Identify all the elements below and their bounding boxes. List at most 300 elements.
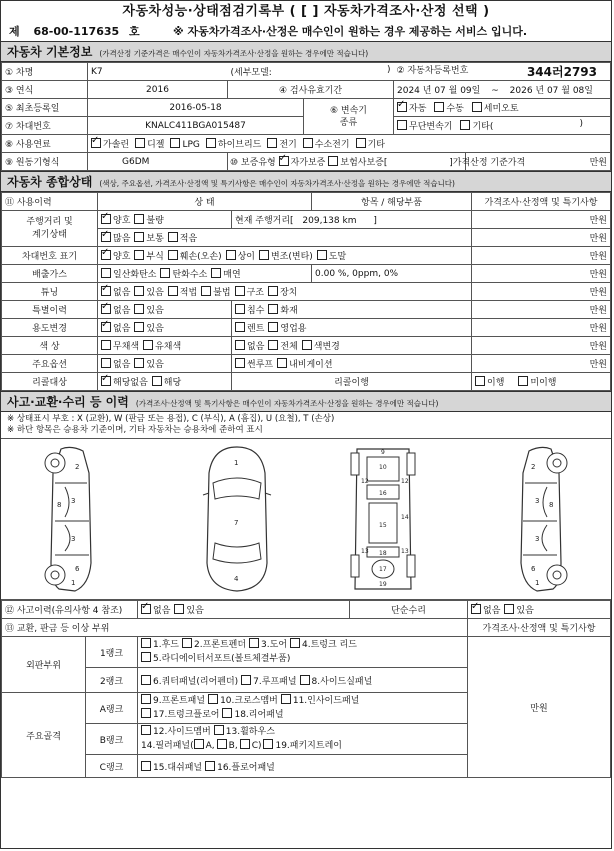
rankB-pillar-prefix: 14.필러패널( (141, 741, 194, 751)
checkbox-icon[interactable] (168, 286, 178, 296)
checkbox-icon[interactable] (101, 322, 111, 332)
valid-sep: ~ (491, 86, 499, 96)
checkbox-icon[interactable] (235, 304, 245, 314)
reg-no-label: ② 자동차등록번호 (396, 66, 469, 76)
tuning-options (98, 283, 472, 301)
option-없음[interactable] (141, 603, 170, 616)
checkbox-icon[interactable] (174, 604, 184, 614)
option-2-프론트펜더[interactable] (182, 638, 246, 652)
car-top-icon (197, 443, 277, 595)
vin-label: ⑦ 차대번호 (2, 117, 88, 135)
history-options (138, 601, 350, 619)
left-part-label-8: 8 (57, 501, 62, 509)
checkbox-icon[interactable] (472, 102, 482, 112)
warranty-close: ] (449, 158, 453, 168)
checkbox-icon[interactable] (235, 340, 245, 350)
checkbox-icon[interactable] (168, 250, 178, 260)
option-없음[interactable] (101, 285, 130, 298)
option-없음[interactable] (101, 303, 130, 316)
option-불법[interactable] (201, 285, 230, 298)
option-있음[interactable] (504, 603, 533, 616)
option-변조-변타[interactable] (259, 249, 313, 262)
checkbox-icon[interactable] (302, 340, 312, 350)
option-자가보증[interactable] (279, 155, 326, 168)
checkbox-icon[interactable] (317, 250, 327, 260)
option-label: 훼손(오손) (179, 252, 222, 262)
checkbox-icon[interactable] (267, 138, 277, 148)
history-label: ⑫ 사고이력(유의사항 4 참조) (2, 601, 138, 619)
option-label: 7.루프패널 (253, 676, 297, 687)
option-label: A, (205, 741, 215, 751)
option-해당[interactable] (152, 375, 181, 388)
option-label: 무채색 (113, 342, 140, 352)
right-part-label-3b: 3 (535, 535, 540, 543)
simple-repair-options (468, 601, 611, 619)
option-18-리어패널[interactable] (222, 708, 283, 722)
option-없음[interactable] (471, 603, 500, 616)
option-없음[interactable] (101, 321, 130, 334)
checkbox-icon[interactable] (141, 761, 151, 771)
checkbox-icon[interactable] (152, 376, 162, 386)
option-label: 가솔린 (103, 140, 130, 150)
option-B[interactable] (217, 739, 238, 753)
option-내비게이션[interactable] (277, 357, 332, 370)
header-note: ※ 자동차가격조사·산정은 매수인이 원하는 경우 제공하는 서비스 입니다. (173, 25, 528, 38)
checkbox-icon[interactable] (160, 268, 170, 278)
exhaust-options (98, 265, 312, 283)
left-part-label-2: 2 (75, 463, 80, 471)
under-part-label-10: 10 (379, 464, 387, 471)
option-label: 1.후드 (153, 640, 179, 650)
document-number-row (1, 23, 611, 41)
option-5-라디에이터서포트-볼트체결부품[interactable] (141, 652, 290, 666)
option-label: 변조(변타) (270, 252, 313, 262)
option-구조[interactable] (235, 285, 264, 298)
checkbox-icon[interactable] (101, 232, 111, 242)
checkbox-icon[interactable] (141, 638, 151, 648)
mileage-options-2 (98, 229, 472, 247)
option-11-인사이드패널[interactable] (281, 694, 359, 708)
option-일산화탄소[interactable] (101, 267, 156, 280)
vin: KNALC411BGA015487 (88, 117, 304, 135)
fuel-options (88, 135, 611, 153)
option-보통[interactable] (134, 231, 163, 244)
option-label: 11.인사이드패널 (292, 696, 360, 706)
tuning-price-unit: 만원 (472, 283, 611, 301)
use-change-options-a (98, 319, 232, 337)
col-state: 상 태 (98, 193, 312, 211)
option-label: 있음 (146, 288, 164, 298)
under-part-label-9: 9 (381, 449, 385, 456)
main-options-b (232, 355, 472, 373)
option-13-휠하우스[interactable] (214, 725, 275, 739)
checkbox-icon[interactable] (194, 739, 204, 749)
option-유채색[interactable] (143, 339, 181, 352)
option-적법[interactable] (168, 285, 197, 298)
option-있음[interactable] (174, 603, 203, 616)
option-label: 화재 (280, 306, 298, 316)
basic-info-heading: 자동차 기본정보 (7, 45, 93, 59)
checkbox-icon[interactable] (504, 604, 514, 614)
option-label: 기타 (367, 140, 385, 150)
option-label: 양호 (113, 216, 131, 226)
checkbox-icon[interactable] (268, 322, 278, 332)
option-label: 있음 (516, 606, 534, 616)
checkbox-icon[interactable] (328, 156, 338, 166)
option-상이[interactable] (226, 249, 255, 262)
checkbox-icon[interactable] (134, 304, 144, 314)
checkbox-icon[interactable] (240, 739, 250, 749)
option-디젤[interactable] (135, 137, 164, 150)
checkbox-icon[interactable] (226, 250, 236, 260)
checkbox-icon[interactable] (303, 138, 313, 148)
checkbox-icon[interactable] (134, 214, 144, 224)
checkbox-icon[interactable] (135, 138, 145, 148)
checkbox-icon[interactable] (460, 120, 470, 130)
option-무단변속기[interactable] (397, 119, 452, 132)
option-16-플로어패널[interactable] (205, 760, 275, 773)
option-3-도어[interactable] (249, 638, 287, 652)
checkbox-icon[interactable] (205, 761, 215, 771)
checkbox-icon[interactable] (201, 286, 211, 296)
checkbox-icon[interactable] (141, 708, 151, 718)
basic-info-table (1, 62, 611, 171)
checkbox-icon[interactable] (101, 286, 111, 296)
valid-label: ④ 검사유효기간 (228, 81, 394, 99)
checkbox-icon[interactable] (141, 694, 151, 704)
option-label: 양호 (113, 252, 131, 262)
under-part-label-15: 15 (379, 522, 387, 529)
option-보험사보증[interactable] (328, 155, 387, 168)
option-도말[interactable] (317, 249, 346, 262)
doc-number: 68-00-117635 (33, 25, 120, 38)
option-전체[interactable] (268, 339, 297, 352)
checkbox-icon[interactable] (235, 358, 245, 368)
right-part-label-6: 6 (531, 565, 536, 573)
rankC-label: C랭크 (86, 755, 138, 778)
option-label: 미이행 (530, 378, 557, 388)
checkbox-icon[interactable] (518, 376, 528, 386)
checkbox-icon[interactable] (281, 694, 291, 704)
checkbox-icon[interactable] (475, 376, 485, 386)
under-part-label-12b: 12 (401, 478, 409, 485)
left-part-label-6: 6 (75, 565, 80, 573)
option-label: 보통 (146, 234, 164, 244)
checkbox-icon[interactable] (249, 638, 259, 648)
checkbox-icon[interactable] (170, 138, 180, 148)
rank1-items-2 (141, 652, 464, 666)
doc-number-suffix: 호 (129, 25, 140, 38)
checkbox-icon[interactable] (211, 268, 221, 278)
option-전기[interactable] (267, 137, 296, 150)
special-price-unit: 만원 (472, 301, 611, 319)
option-label: 있음 (146, 360, 164, 370)
under-part-label-17: 17 (379, 566, 387, 573)
option-하이브리드[interactable] (206, 137, 261, 150)
checkbox-icon[interactable] (279, 156, 289, 166)
option-17-트렁크플로어[interactable] (141, 708, 219, 722)
checkbox-icon[interactable] (141, 652, 151, 662)
checkbox-icon[interactable] (141, 675, 151, 685)
option-label: 상이 (237, 252, 255, 262)
option-label: 18.리어패널 (234, 710, 284, 720)
option-label: 구조 (246, 288, 264, 298)
option-6-쿼터패널-리어펜더[interactable] (141, 674, 238, 687)
option-미이행[interactable] (518, 375, 556, 388)
checkbox-icon[interactable] (263, 739, 273, 749)
recall-item: 리콜이행 (232, 373, 472, 391)
price-basis-label: 가격산정 기준가격 (452, 158, 526, 168)
option-label: 있음 (146, 324, 164, 334)
option-탄화수소[interactable] (160, 267, 207, 280)
option-있음[interactable] (134, 321, 163, 334)
option-15-대쉬패널[interactable] (141, 760, 202, 773)
rank2-items (138, 668, 468, 693)
option-영업용[interactable] (268, 321, 306, 334)
option-label: 렌트 (247, 324, 265, 334)
under-part-label-14: 14 (401, 514, 409, 521)
option-label: 불법 (213, 288, 231, 298)
checkbox-icon[interactable] (101, 214, 111, 224)
option-label: 적법 (179, 288, 198, 298)
under-part-label-19: 19 (379, 581, 387, 588)
checkbox-icon[interactable] (91, 138, 101, 148)
checkbox-icon[interactable] (222, 708, 232, 718)
under-part-label-18: 18 (379, 550, 387, 557)
checkbox-icon[interactable] (134, 232, 144, 242)
checkbox-icon[interactable] (241, 675, 251, 685)
option-label: 무단변속기 (409, 122, 453, 132)
special-options-a (98, 301, 232, 319)
option-1-후드[interactable] (141, 638, 179, 652)
special-label: 특별이력 (2, 301, 98, 319)
use-change-price-unit: 만원 (472, 319, 611, 337)
state-heading: 자동차 종합상태 (7, 175, 93, 189)
color-price-unit: 만원 (472, 337, 611, 355)
checkbox-icon[interactable] (134, 286, 144, 296)
option-썬루프[interactable] (235, 357, 273, 370)
checkbox-icon[interactable] (101, 268, 111, 278)
option-자동[interactable] (397, 101, 426, 114)
option-수소전기[interactable] (303, 137, 350, 150)
checkbox-icon[interactable] (206, 138, 216, 148)
option-19-패키지트레이[interactable] (263, 739, 341, 753)
car-name-label: ① 차명 (2, 63, 88, 81)
checkbox-icon[interactable] (101, 250, 111, 260)
option-훼손-오손[interactable] (168, 249, 222, 262)
option-label: 없음 (113, 306, 131, 316)
option-label: 불량 (146, 216, 164, 226)
option-C[interactable] (240, 739, 262, 753)
exhaust-price-unit: 만원 (472, 265, 611, 283)
option-없음[interactable] (235, 339, 264, 352)
rank1-label: 1랭크 (86, 637, 138, 668)
right-part-label-8: 8 (549, 501, 554, 509)
recall-done-options (472, 373, 611, 391)
checkbox-icon[interactable] (235, 286, 245, 296)
checkbox-icon[interactable] (268, 286, 278, 296)
option-LPG[interactable] (170, 138, 199, 150)
option-label: 매연 (223, 270, 241, 280)
option-수동[interactable] (434, 101, 463, 114)
option-label: 4.트렁크 리드 (302, 640, 357, 650)
option-적음[interactable] (168, 231, 197, 244)
checkbox-icon[interactable] (235, 322, 245, 332)
checkbox-icon[interactable] (168, 232, 178, 242)
left-part-label-3: 3 (71, 497, 76, 505)
option-있음[interactable] (134, 303, 163, 316)
checkbox-icon[interactable] (141, 725, 151, 735)
option-해당없음[interactable] (101, 375, 148, 388)
use-change-options-b (232, 319, 472, 337)
option-부식[interactable] (134, 249, 163, 262)
car-underbody-icon (343, 443, 423, 595)
option-매연[interactable] (211, 267, 240, 280)
option-12-사이드멤버[interactable] (141, 725, 211, 739)
first-reg: 2016-05-18 (88, 99, 304, 117)
top-part-label-1: 1 (234, 459, 239, 467)
state-subnote: (색상, 주요옵션, 가격조사·산정액 및 특기사항은 매수인이 자동차가격조사·산정을 원하는 경우에만 적습니다) (99, 179, 455, 188)
checkbox-icon[interactable] (141, 604, 151, 614)
checkbox-icon[interactable] (434, 102, 444, 112)
option-label: 6.쿼터패널(리어펜더) (153, 676, 239, 687)
option-10-크로스멤버[interactable] (208, 694, 278, 708)
mileage-current-label: 현재 주행거리[ (235, 216, 294, 226)
document-title: 자동차성능·상태점검기록부 ( [ ] 자동차가격조사·산정 선택 ) (122, 4, 490, 19)
option-label: 9.프론트패널 (153, 696, 206, 706)
option-label: 하이브리드 (217, 140, 262, 150)
option-label: 색변경 (313, 342, 340, 352)
checkbox-icon[interactable] (134, 322, 144, 332)
option-세미오토[interactable] (472, 101, 519, 114)
rankA-items (141, 694, 464, 708)
checkbox-icon[interactable] (208, 694, 218, 704)
option-없음[interactable] (101, 357, 130, 370)
checkbox-icon[interactable] (290, 638, 300, 648)
rankB-items (141, 725, 464, 739)
option-label: 전기 (279, 140, 297, 150)
valid-from: 2024 년 07 월 09일 (397, 86, 481, 96)
accident-heading: 사고·교환·수리 등 이력 (7, 395, 129, 409)
checkbox-icon[interactable] (471, 604, 481, 614)
option-A[interactable] (194, 739, 215, 753)
checkbox-icon[interactable] (101, 304, 111, 314)
transmission-options (394, 99, 611, 117)
checkbox-icon[interactable] (268, 340, 278, 350)
left-part-label-3b: 3 (71, 535, 76, 543)
rankC-items (138, 755, 468, 778)
under-part-label-13: 13 (361, 548, 369, 555)
checkbox-icon[interactable] (182, 638, 192, 648)
checkbox-icon[interactable] (300, 675, 310, 685)
option-label: 없음 (113, 360, 131, 370)
option-label: 16.플로어패널 (217, 762, 275, 773)
option-label: 일산화탄소 (113, 270, 157, 280)
option-색변경[interactable] (302, 339, 340, 352)
option-label: 적음 (179, 234, 198, 244)
detail-model-label: (세부모델: (230, 68, 272, 78)
car-side-right-icon (501, 443, 581, 595)
rankB-pillar-items (194, 741, 264, 751)
option-7-루프패널[interactable] (241, 674, 296, 687)
option-label: 해당없음 (113, 378, 148, 388)
option-label: 19.패키지트레이 (275, 741, 342, 751)
option-화재[interactable] (268, 303, 297, 316)
checkbox-icon[interactable] (397, 102, 407, 112)
color-label: 색 상 (2, 337, 98, 355)
option-침수[interactable] (235, 303, 264, 316)
exchange-label: ⑬ 교환, 판금 등 이상 부위 (2, 619, 468, 637)
option-label: 자가보증 (290, 158, 326, 168)
option-있음[interactable] (134, 285, 163, 298)
option-label: 세미오토 (483, 104, 519, 114)
option-label: 없음 (483, 606, 501, 616)
option-label: 수동 (446, 104, 464, 114)
checkbox-icon[interactable] (277, 358, 287, 368)
col-usage: ⑪ 사용이력 (2, 193, 98, 211)
plate-options (98, 247, 472, 265)
option-label: B, (228, 741, 238, 751)
option-label: 17.트렁크플로어 (153, 710, 220, 720)
option-불량[interactable] (134, 213, 163, 226)
option-이행[interactable] (475, 375, 504, 388)
checkbox-icon[interactable] (397, 120, 407, 130)
option-4-트렁크-리드[interactable] (290, 638, 357, 652)
option-label: 13.휠하우스 (225, 727, 275, 737)
option-양호[interactable] (101, 213, 130, 226)
checkbox-icon[interactable] (101, 358, 111, 368)
checkbox-icon[interactable] (217, 739, 227, 749)
option-양호[interactable] (101, 249, 130, 262)
checkbox-icon[interactable] (101, 340, 111, 350)
option-label: 3.도어 (261, 640, 288, 650)
option-label: 전체 (280, 342, 298, 352)
option-9-프론트패널[interactable] (141, 694, 205, 708)
checkbox-icon[interactable] (143, 340, 153, 350)
option-label: 기타( (472, 122, 494, 132)
checkbox-icon[interactable] (101, 376, 111, 386)
option-8-사이드실패널[interactable] (300, 674, 373, 687)
option-기타[interactable] (460, 119, 493, 132)
accident-note-1: ※ 상태표시 부호 : X (교환), W (판금 또는 용접), C (부식), A (흠집), U (요철), T (손상) (7, 414, 335, 424)
option-label: 있음 (146, 306, 164, 316)
rankA-items-2 (141, 708, 464, 722)
option-있음[interactable] (134, 357, 163, 370)
option-label: 없음 (153, 606, 171, 616)
option-label: 보험사보증[ (340, 158, 388, 168)
checkbox-icon[interactable] (259, 250, 269, 260)
option-렌트[interactable] (235, 321, 264, 334)
option-기타[interactable] (356, 137, 385, 150)
checkbox-icon[interactable] (134, 250, 144, 260)
option-많음[interactable] (101, 231, 130, 244)
checkbox-icon[interactable] (268, 304, 278, 314)
checkbox-icon[interactable] (134, 358, 144, 368)
option-label: 내비게이션 (289, 360, 333, 370)
checkbox-icon[interactable] (356, 138, 366, 148)
mileage-price-unit: 만원 (472, 211, 611, 229)
option-가솔린[interactable] (91, 137, 129, 150)
detail-model-close: ) (386, 65, 391, 75)
accident-table (1, 600, 611, 778)
option-무채색[interactable] (101, 339, 139, 352)
rankA-label: A랭크 (86, 693, 138, 724)
valid-to: 2026 년 07 월 08일 (509, 86, 593, 96)
mileage-close: ] (373, 216, 377, 226)
checkbox-icon[interactable] (214, 725, 224, 735)
option-장치[interactable] (268, 285, 297, 298)
option-label: 10.크로스멤버 (220, 696, 278, 706)
